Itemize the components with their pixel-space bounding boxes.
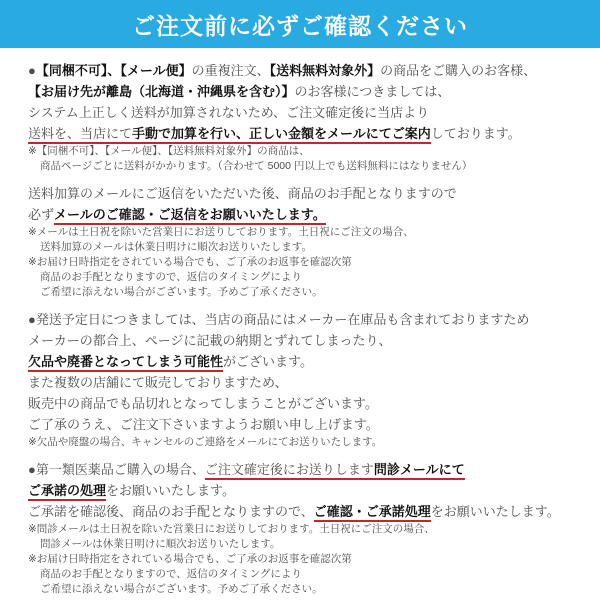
text-segment: の重複注文、 <box>191 63 270 78</box>
notice-body <box>0 48 600 597</box>
text-line <box>28 522 592 537</box>
text-segment: ●発送予定日につきましては、当店の商品にはメーカー在庫品も含まれておりますため <box>28 312 530 327</box>
text-segment: ※お届け日時指定をされている場合でも、ご了承のお返事を確認次第 <box>28 256 352 268</box>
text-line <box>28 255 592 270</box>
notice-header <box>0 0 600 48</box>
notice-section <box>28 309 592 450</box>
text-segment: 問診メールにて <box>374 462 465 480</box>
text-segment: をお願いいたします。 <box>106 483 235 498</box>
text-segment: 手動で加算を行い、正しい金額をメールにてご案内 <box>132 126 431 144</box>
notice-section <box>28 183 592 300</box>
text-segment: ※【同梱不可】、【メール便】、【送料無料対象外】の商品は、 <box>28 145 310 157</box>
text-segment: ご確認・ご承諾処理 <box>314 504 431 522</box>
text-line <box>28 240 592 255</box>
text-segment: 問診メールは休業日明けに順次お送りいたします。 <box>40 538 281 550</box>
notice-section <box>28 459 592 597</box>
text-segment: 欠品や廃番となってしまう可能性 <box>28 354 223 372</box>
text-line <box>28 537 592 552</box>
text-segment: また複数の店舗にて販売しておりますため、 <box>28 375 288 390</box>
text-segment: ● <box>28 63 36 78</box>
text-segment: ※メールは土日祝を除いた営業日にお送りしております。土日祝にご注文の場合、 <box>28 226 414 238</box>
text-segment: 【同梱不可】、【メール便】 <box>35 63 192 78</box>
text-line <box>28 351 592 372</box>
text-line <box>28 204 592 225</box>
text-segment: 商品のお手配となりますので、返信のタイミングにより <box>40 271 302 283</box>
text-line <box>28 567 592 582</box>
text-line <box>28 414 592 435</box>
text-segment: 【送料無料対象外】 <box>269 63 381 78</box>
text-line <box>28 60 592 81</box>
text-line <box>28 552 592 567</box>
text-segment: ご承諾を確認後、商品のお手配となりますので、 <box>28 504 314 519</box>
text-segment: ※欠品や廃盤の場合、キャンセルのご連絡をメールにてお送りいたします。 <box>28 436 383 448</box>
text-segment: ※お届け日時指定をされている場合でも、ご了承のお返事を確認次第 <box>28 553 352 565</box>
text-line <box>28 183 592 204</box>
text-segment: 送料加算のメールにご返信をいただいた後、商品のお手配となりますので <box>28 186 457 201</box>
text-segment: 送料を、当店にて <box>28 126 132 144</box>
text-segment: ※問診メールは土日祝を除いた営業日にお送りしております。土日祝にご注文の場合、 <box>28 523 435 535</box>
text-line <box>28 270 592 285</box>
text-segment: 販売中の商品でも品切れとなってしまうことがございます。 <box>28 396 378 411</box>
text-line <box>28 501 592 522</box>
text-segment: しております。 <box>430 126 521 141</box>
text-line <box>28 372 592 393</box>
text-segment: ご承諾の処理 <box>28 483 106 501</box>
text-segment: ご希望に添えない場合がございます。予めご了承ください。 <box>40 286 323 298</box>
text-line <box>28 459 592 480</box>
text-line <box>28 159 592 174</box>
text-line <box>28 285 592 300</box>
text-segment: のお客様につきましては、 <box>294 84 451 99</box>
text-segment: 送料加算のメールは休業日明けに順次お送りいたします。 <box>40 241 312 253</box>
notice-title: ご注文前に必ずご確認ください <box>132 12 468 39</box>
text-line <box>28 435 592 450</box>
text-segment: ご注文確定後にお送りします <box>205 462 374 480</box>
text-line <box>28 309 592 330</box>
text-segment: ご希望に添えない場合がございます。予めご了承ください。 <box>40 583 323 595</box>
text-line <box>28 582 592 597</box>
text-line <box>28 144 592 159</box>
text-segment: の商品をご購入のお客様、 <box>380 63 537 78</box>
notice-section <box>28 60 592 174</box>
text-segment: をお願いいたします。 <box>430 504 560 519</box>
text-segment: 【お届け先が離島（北海道・沖縄県を含む）】 <box>28 84 295 99</box>
text-line <box>28 330 592 351</box>
text-segment: ご了承のうえ、ご注文下さいますようお願い申し上げます。 <box>28 417 379 432</box>
text-line <box>28 393 592 414</box>
text-segment: システム上正しく送料が加算されないため、ご注文確定後に当店より <box>28 105 430 120</box>
text-line <box>28 480 592 501</box>
text-segment: ●第一類医薬品ご購入の場合、 <box>28 462 205 477</box>
text-line <box>28 225 592 240</box>
text-segment: 商品ページごとに送料がかかります。（合わせて 5000 円以上でも送料無料にはなりません） <box>40 160 473 172</box>
text-segment: がございます。 <box>223 354 313 369</box>
text-line <box>28 81 592 102</box>
text-segment: 商品のお手配となりますので、返信のタイミングにより <box>40 568 302 580</box>
text-segment: メールのご確認・ご返信をお願いいたします。 <box>54 207 326 225</box>
text-segment: メーカーの都合上、ページに記載の納期とずれてしまったり、 <box>28 333 392 348</box>
text-line <box>28 123 592 144</box>
text-line <box>28 102 592 123</box>
text-segment: 必ず <box>28 207 55 222</box>
